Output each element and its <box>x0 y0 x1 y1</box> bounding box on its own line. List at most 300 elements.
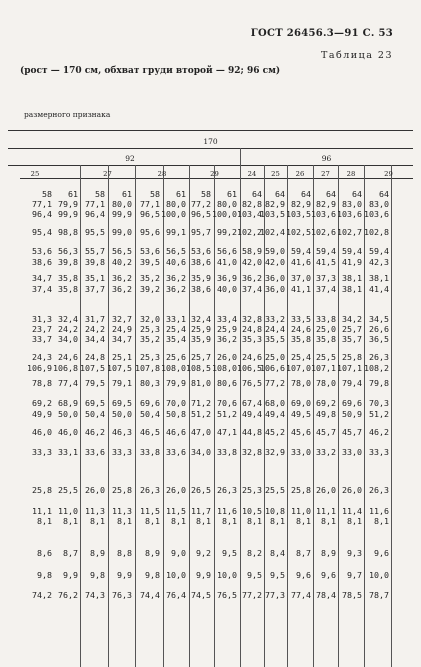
table-cell: 58,9 <box>242 246 262 256</box>
table-cell: 79,9 <box>166 378 186 388</box>
table-cell: 36,0 <box>265 273 285 283</box>
table-cell: 49,4 <box>242 409 262 419</box>
table-cell: 9,2 <box>196 548 211 558</box>
table-cell: 34,0 <box>58 334 78 344</box>
table-cell: 9,5 <box>270 570 285 580</box>
table-cell: 25,3 <box>140 324 160 334</box>
table-cell: 25,0 <box>316 324 336 334</box>
table-cell: 35,2 <box>140 334 160 344</box>
table-cell: 76,5 <box>217 590 237 600</box>
table-cell: 102,7 <box>337 227 362 237</box>
table-cell: 25,3 <box>242 485 262 495</box>
table-cell: 11,6 <box>369 506 389 516</box>
table-cell: 35,9 <box>191 334 211 344</box>
table-cell: 107,8 <box>135 363 160 373</box>
table-cell: 82,9 <box>291 199 311 209</box>
table-cell: 78,4 <box>316 590 336 600</box>
table-cell: 45,2 <box>265 427 285 437</box>
column-header: 29 <box>210 170 219 178</box>
table-cell: 50,8 <box>166 409 186 419</box>
table-cell: 103,5 <box>260 209 285 219</box>
table-cell: 32,8 <box>242 314 262 324</box>
table-cell: 79,5 <box>85 378 105 388</box>
table-cell: 59,4 <box>342 246 362 256</box>
table-cell: 74,2 <box>32 590 52 600</box>
table-cell: 8,4 <box>270 548 285 558</box>
column-header: 28 <box>346 170 356 178</box>
table-cell: 61 <box>122 189 132 199</box>
table-cell: 25,4 <box>291 352 311 362</box>
table-cell: 35,4 <box>166 334 186 344</box>
table-cell: 10,8 <box>265 506 285 516</box>
table-cell: 45,6 <box>291 427 311 437</box>
table-cell: 64 <box>352 189 362 199</box>
table-cell: 108,5 <box>186 363 211 373</box>
table-cell: 79,9 <box>58 199 78 209</box>
table-cell: 102,5 <box>286 227 311 237</box>
table-cell: 37,3 <box>316 273 336 283</box>
table-cell: 68,0 <box>265 398 285 408</box>
table-cell: 108,0 <box>161 363 186 373</box>
table-cell: 99,0 <box>112 227 132 237</box>
row-label: размерного признака <box>24 110 111 119</box>
table-cell: 9,8 <box>145 570 160 580</box>
group-chest-a: 92 <box>125 154 135 163</box>
table-cell: 35,9 <box>191 273 211 283</box>
table-cell: 49,9 <box>32 409 52 419</box>
table-cell: 39,8 <box>58 257 78 267</box>
table-cell: 25,1 <box>112 352 132 362</box>
table-cell: 77,1 <box>140 199 160 209</box>
table-cell: 25,9 <box>191 324 211 334</box>
table-cell: 25,8 <box>342 352 362 362</box>
table-cell: 9,9 <box>63 570 78 580</box>
table-subtitle: (рост — 170 см, обхват груди второй — 92; 96 см) <box>20 66 281 76</box>
table-cell: 55,7 <box>85 246 105 256</box>
table-cell: 78,7 <box>369 590 389 600</box>
table-cell: 37,7 <box>85 284 105 294</box>
table-cell: 26,5 <box>191 485 211 495</box>
table-cell: 36,5 <box>369 334 389 344</box>
table-cell: 26,3 <box>369 352 389 362</box>
table-cell: 107,1 <box>337 363 362 373</box>
table-cell: 46,2 <box>369 427 389 437</box>
table-cell: 24,6 <box>291 324 311 334</box>
table-cell: 58 <box>95 189 105 199</box>
table-cell: 45,7 <box>316 427 336 437</box>
table-cell: 38,6 <box>191 257 211 267</box>
table-cell: 71,2 <box>191 398 211 408</box>
table-cell: 38,6 <box>191 284 211 294</box>
column-header: 24 <box>247 170 257 178</box>
table-cell: 96,4 <box>85 209 105 219</box>
table-cell: 25,0 <box>265 352 285 362</box>
table-cell: 32,8 <box>242 447 262 457</box>
table-cell: 53,6 <box>140 246 160 256</box>
table-cell: 44,8 <box>242 427 262 437</box>
table-cell: 8,1 <box>374 516 389 526</box>
table-cell: 36,0 <box>265 284 285 294</box>
table-cell: 36,2 <box>242 273 262 283</box>
table-cell: 100,0 <box>161 209 186 219</box>
column-header: 26 <box>295 170 305 178</box>
table-cell: 103,5 <box>286 209 311 219</box>
table-cell: 103,6 <box>364 209 389 219</box>
table-cell: 23,7 <box>32 324 52 334</box>
table-cell: 34,4 <box>85 334 105 344</box>
table-cell: 35,8 <box>291 334 311 344</box>
table-cell: 41,1 <box>291 284 311 294</box>
table-cell: 47,1 <box>217 427 237 437</box>
table-cell: 35,2 <box>140 273 160 283</box>
table-cell: 32,7 <box>112 314 132 324</box>
table-cell: 79,1 <box>112 378 132 388</box>
table-cell: 95,6 <box>140 227 160 237</box>
table-cell: 49,8 <box>316 409 336 419</box>
table-cell: 8,9 <box>90 548 105 558</box>
table-cell: 8,1 <box>296 516 311 526</box>
table-cell: 11,4 <box>342 506 362 516</box>
table-cell: 42,0 <box>242 257 262 267</box>
table-cell: 25,4 <box>166 324 186 334</box>
table-rule <box>8 148 413 149</box>
table-cell: 33,3 <box>369 447 389 457</box>
table-cell: 49,4 <box>265 409 285 419</box>
table-cell: 107,0 <box>286 363 311 373</box>
table-cell: 76,4 <box>166 590 186 600</box>
table-cell: 26,0 <box>166 485 186 495</box>
table-cell: 35,7 <box>342 334 362 344</box>
table-cell: 77,4 <box>58 378 78 388</box>
table-cell: 9,0 <box>171 548 186 558</box>
table-cell: 95,4 <box>32 227 52 237</box>
table-cell: 11,5 <box>140 506 160 516</box>
table-cell: 41,0 <box>217 257 237 267</box>
table-cell: 76,5 <box>242 378 262 388</box>
table-cell: 36,2 <box>166 273 186 283</box>
table-cell: 46,5 <box>140 427 160 437</box>
table-cell: 79,4 <box>342 378 362 388</box>
table-cell: 53,6 <box>191 246 211 256</box>
table-cell: 100,0 <box>212 209 237 219</box>
table-cell: 108,0 <box>212 363 237 373</box>
table-cell: 82,9 <box>316 199 336 209</box>
table-cell: 56,5 <box>112 246 132 256</box>
table-cell: 35,8 <box>58 284 78 294</box>
table-cell: 35,3 <box>242 334 262 344</box>
table-cell: 78,0 <box>316 378 336 388</box>
table-cell: 9,6 <box>321 570 336 580</box>
table-cell: 8,1 <box>347 516 362 526</box>
table-cell: 35,5 <box>265 334 285 344</box>
table-cell: 61 <box>176 189 186 199</box>
table-cell: 77,1 <box>32 199 52 209</box>
table-cell: 106,9 <box>27 363 52 373</box>
table-cell: 61 <box>227 189 237 199</box>
table-cell: 10,0 <box>217 570 237 580</box>
table-cell: 26,0 <box>217 352 237 362</box>
table-cell: 77,2 <box>242 590 262 600</box>
table-cell: 69,2 <box>32 398 52 408</box>
table-cell: 32,0 <box>140 314 160 324</box>
table-cell: 8,1 <box>63 516 78 526</box>
table-cell: 96,4 <box>32 209 52 219</box>
table-cell: 58 <box>201 189 211 199</box>
table-column-rule <box>391 165 392 667</box>
table-cell: 9,3 <box>347 548 362 558</box>
table-cell: 108,2 <box>364 363 389 373</box>
table-cell: 24,2 <box>85 324 105 334</box>
table-cell: 8,6 <box>37 548 52 558</box>
table-cell: 51,2 <box>369 409 389 419</box>
table-cell: 80,0 <box>166 199 186 209</box>
column-header: 27 <box>321 170 330 178</box>
table-cell: 33,5 <box>291 314 311 324</box>
table-cell: 82,9 <box>265 199 285 209</box>
table-cell: 74,5 <box>191 590 211 600</box>
table-cell: 50,9 <box>342 409 362 419</box>
table-cell: 45,7 <box>342 427 362 437</box>
table-cell: 40,0 <box>217 284 237 294</box>
table-rule <box>8 165 413 166</box>
table-number: Таблица 23 <box>321 50 393 61</box>
table-cell: 26,3 <box>369 485 389 495</box>
table-cell: 8,1 <box>196 516 211 526</box>
column-header: 28 <box>157 170 167 178</box>
table-cell: 11,3 <box>112 506 132 516</box>
table-cell: 9,8 <box>37 570 52 580</box>
table-cell: 26,3 <box>140 485 160 495</box>
table-cell: 107,1 <box>311 363 336 373</box>
table-cell: 25,8 <box>112 485 132 495</box>
table-cell: 107,5 <box>107 363 132 373</box>
table-cell: 58 <box>150 189 160 199</box>
table-cell: 8,7 <box>63 548 78 558</box>
table-cell: 10,5 <box>242 506 262 516</box>
table-cell: 35,1 <box>85 273 105 283</box>
table-cell: 69,0 <box>291 398 311 408</box>
table-cell: 42,3 <box>369 257 389 267</box>
table-cell: 40,2 <box>112 257 132 267</box>
table-cell: 50,4 <box>140 409 160 419</box>
table-cell: 59,4 <box>369 246 389 256</box>
table-cell: 64 <box>252 189 262 199</box>
table-rule <box>8 130 413 131</box>
table-cell: 24,4 <box>265 324 285 334</box>
table-cell: 25,7 <box>191 352 211 362</box>
table-cell: 33,8 <box>217 447 237 457</box>
table-cell: 80,6 <box>217 378 237 388</box>
table-cell: 74,3 <box>85 590 105 600</box>
table-cell: 67,4 <box>242 398 262 408</box>
table-cell: 9,5 <box>222 548 237 558</box>
table-cell: 70,3 <box>369 398 389 408</box>
table-cell: 53,6 <box>32 246 52 256</box>
table-cell: 24,8 <box>242 324 262 334</box>
table-cell: 64 <box>379 189 389 199</box>
table-cell: 46,0 <box>58 427 78 437</box>
table-cell: 33,2 <box>316 447 336 457</box>
table-cell: 33,6 <box>85 447 105 457</box>
table-cell: 8,1 <box>117 516 132 526</box>
table-cell: 25,8 <box>32 485 52 495</box>
table-cell: 9,6 <box>374 548 389 558</box>
table-cell: 59,4 <box>316 246 336 256</box>
table-cell: 68,9 <box>58 398 78 408</box>
table-cell: 50,0 <box>112 409 132 419</box>
table-cell: 11,5 <box>166 506 186 516</box>
table-cell: 39,5 <box>140 257 160 267</box>
table-rule <box>20 178 413 179</box>
table-cell: 33,4 <box>217 314 237 324</box>
table-cell: 56,5 <box>166 246 186 256</box>
table-cell: 24,8 <box>85 352 105 362</box>
table-cell: 102,2 <box>237 227 262 237</box>
table-cell: 33,0 <box>291 447 311 457</box>
table-cell: 37,4 <box>242 284 262 294</box>
table-cell: 80,0 <box>217 199 237 209</box>
group-height: 170 <box>203 137 218 146</box>
table-cell: 32,9 <box>265 447 285 457</box>
table-cell: 83,0 <box>369 199 389 209</box>
table-cell: 9,9 <box>196 570 211 580</box>
table-cell: 25,5 <box>58 485 78 495</box>
table-cell: 64 <box>326 189 336 199</box>
table-cell: 95,5 <box>85 227 105 237</box>
table-cell: 96,5 <box>191 209 211 219</box>
table-cell: 24,9 <box>112 324 132 334</box>
table-cell: 42,0 <box>265 257 285 267</box>
table-cell: 31,7 <box>85 314 105 324</box>
table-cell: 102,4 <box>260 227 285 237</box>
table-cell: 103,6 <box>311 209 336 219</box>
table-cell: 33,8 <box>140 447 160 457</box>
table-cell: 32,4 <box>58 314 78 324</box>
table-cell: 31,3 <box>32 314 52 324</box>
table-cell: 76,3 <box>112 590 132 600</box>
table-cell: 83,0 <box>342 199 362 209</box>
table-cell: 56,3 <box>58 246 78 256</box>
page-header: ГОСТ 26456.3—91 С. 53 <box>250 28 393 39</box>
table-cell: 26,0 <box>342 485 362 495</box>
table-cell: 33,6 <box>166 447 186 457</box>
table-cell: 8,9 <box>145 548 160 558</box>
table-cell: 56,6 <box>217 246 237 256</box>
table-cell: 98,8 <box>58 227 78 237</box>
table-cell: 32,4 <box>191 314 211 324</box>
table-cell: 26,6 <box>369 324 389 334</box>
table-cell: 70,0 <box>166 398 186 408</box>
table-cell: 36,2 <box>112 273 132 283</box>
table-cell: 106,8 <box>53 363 78 373</box>
table-cell: 77,3 <box>265 590 285 600</box>
table-cell: 102,6 <box>311 227 336 237</box>
table-cell: 38,6 <box>32 257 52 267</box>
table-cell: 24,3 <box>32 352 52 362</box>
table-cell: 25,5 <box>316 352 336 362</box>
table-cell: 99,9 <box>112 209 132 219</box>
table-cell: 25,7 <box>342 324 362 334</box>
table-cell: 33,3 <box>112 447 132 457</box>
table-cell: 61 <box>68 189 78 199</box>
table-cell: 10,0 <box>166 570 186 580</box>
table-cell: 8,1 <box>90 516 105 526</box>
table-cell: 9,7 <box>347 570 362 580</box>
table-cell: 9,8 <box>90 570 105 580</box>
table-cell: 51,2 <box>217 409 237 419</box>
table-cell: 102,8 <box>364 227 389 237</box>
table-cell: 69,6 <box>342 398 362 408</box>
table-cell: 26,3 <box>217 485 237 495</box>
table-cell: 99,1 <box>166 227 186 237</box>
table-cell: 33,7 <box>32 334 52 344</box>
table-cell: 33,1 <box>58 447 78 457</box>
table-cell: 9,6 <box>296 570 311 580</box>
table-cell: 8,1 <box>145 516 160 526</box>
table-cell: 34,7 <box>112 334 132 344</box>
table-cell: 106,5 <box>237 363 262 373</box>
table-cell: 34,5 <box>369 314 389 324</box>
table-cell: 77,4 <box>291 590 311 600</box>
table-cell: 39,8 <box>85 257 105 267</box>
column-header: 27 <box>103 170 112 178</box>
table-cell: 46,0 <box>32 427 52 437</box>
table-cell: 106,6 <box>260 363 285 373</box>
table-cell: 58 <box>42 189 52 199</box>
table-cell: 76,2 <box>58 590 78 600</box>
table-cell: 36,2 <box>166 284 186 294</box>
table-cell: 40,6 <box>166 257 186 267</box>
table-cell: 38,1 <box>342 284 362 294</box>
table-cell: 25,9 <box>217 324 237 334</box>
table-cell: 41,5 <box>316 257 336 267</box>
table-cell: 11,1 <box>32 506 52 516</box>
table-cell: 41,6 <box>291 257 311 267</box>
table-cell: 46,6 <box>166 427 186 437</box>
table-cell: 26,0 <box>85 485 105 495</box>
table-cell: 69,2 <box>316 398 336 408</box>
table-cell: 24,2 <box>58 324 78 334</box>
table-cell: 9,9 <box>117 570 132 580</box>
table-cell: 95,7 <box>191 227 211 237</box>
table-cell: 49,5 <box>291 409 311 419</box>
table-cell: 33,3 <box>32 447 52 457</box>
table-cell: 37,4 <box>316 284 336 294</box>
table-cell: 37,4 <box>32 284 52 294</box>
table-cell: 36,9 <box>217 273 237 283</box>
table-cell: 81,0 <box>191 378 211 388</box>
table-cell: 78,5 <box>342 590 362 600</box>
table-cell: 99,2 <box>217 227 237 237</box>
table-cell: 35,8 <box>58 273 78 283</box>
table-cell: 8,8 <box>117 548 132 558</box>
table-cell: 9,5 <box>247 570 262 580</box>
table-cell: 24,6 <box>242 352 262 362</box>
table-cell: 39,2 <box>140 284 160 294</box>
table-cell: 33,1 <box>166 314 186 324</box>
column-header: 29 <box>384 170 393 178</box>
table-cell: 11,0 <box>291 506 311 516</box>
table-cell: 8,7 <box>296 548 311 558</box>
table-cell: 46,3 <box>112 427 132 437</box>
table-cell: 8,1 <box>270 516 285 526</box>
table-cell: 33,2 <box>265 314 285 324</box>
table-cell: 64 <box>275 189 285 199</box>
table-cell: 8,1 <box>321 516 336 526</box>
table-cell: 107,5 <box>80 363 105 373</box>
table-cell: 59,4 <box>291 246 311 256</box>
table-cell: 64 <box>301 189 311 199</box>
